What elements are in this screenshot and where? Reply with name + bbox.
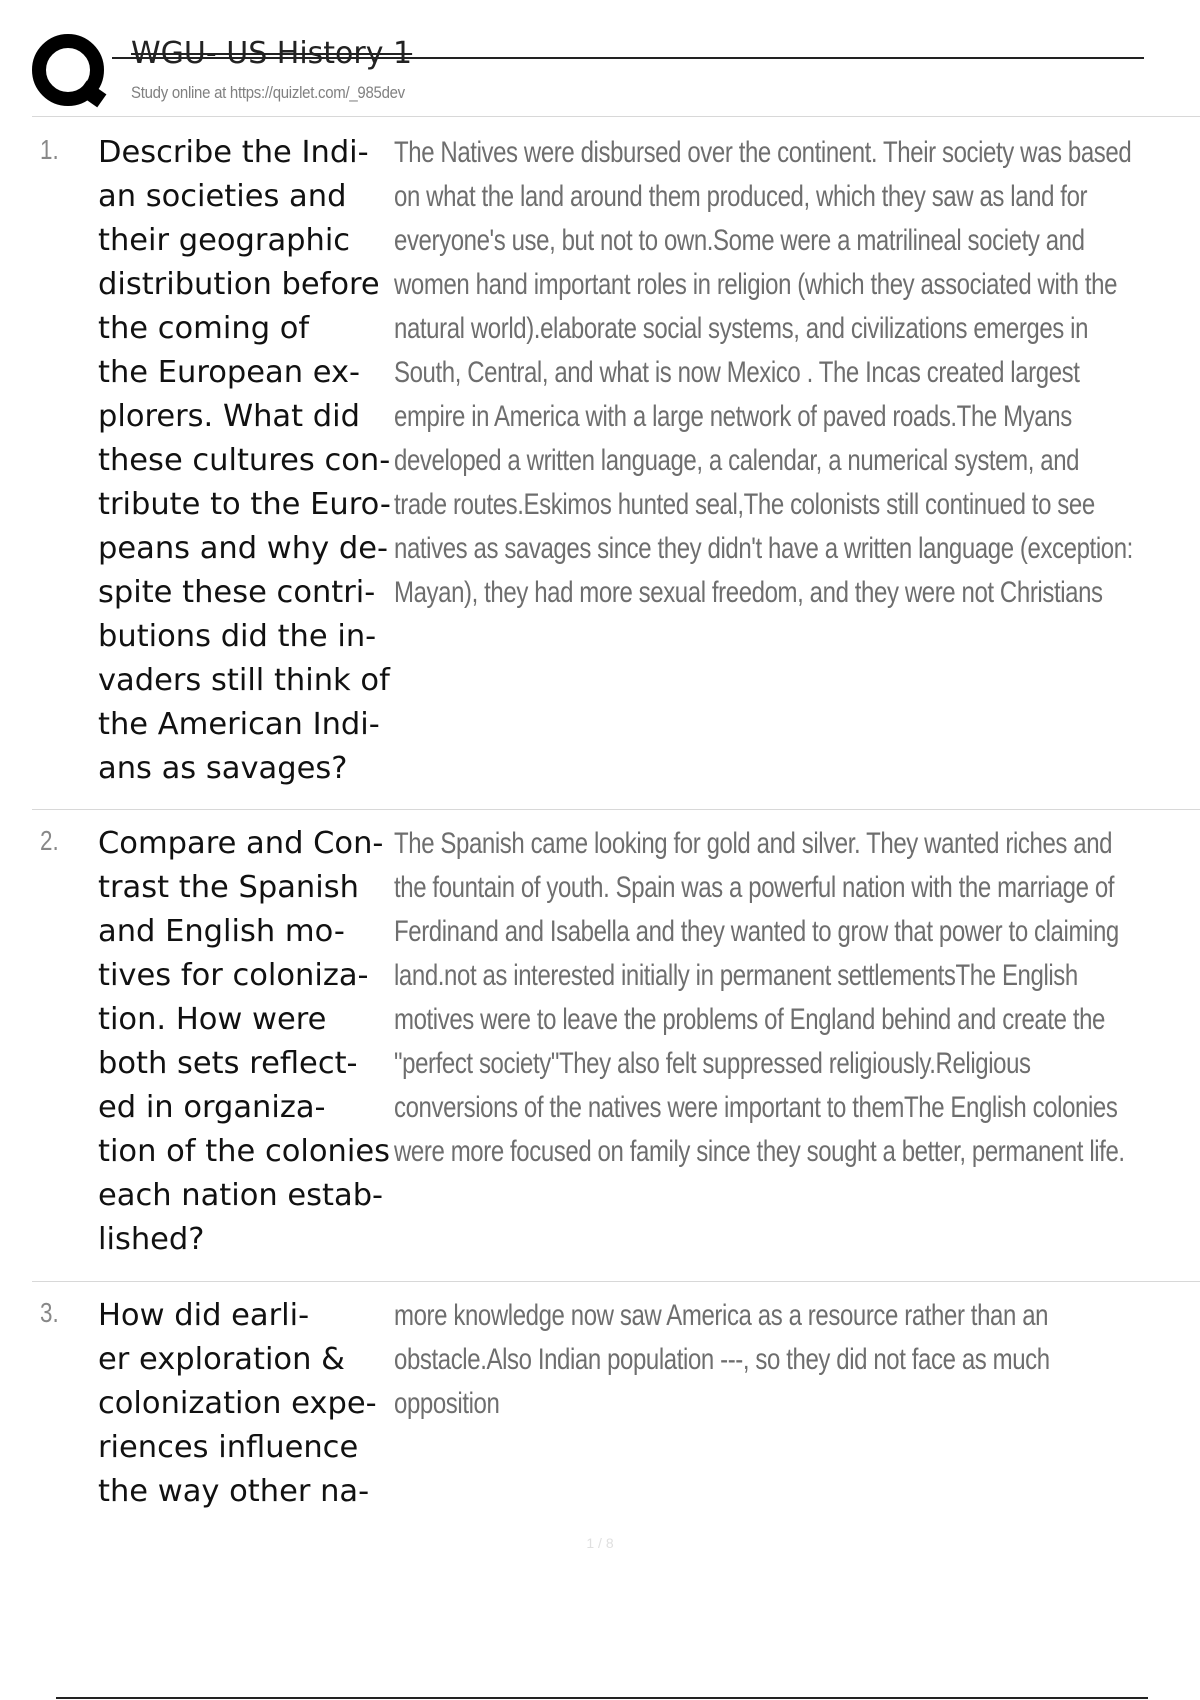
card-definition: more knowledge now saw America as a resource rather than an obstacle.Also Indian population ---, so they did not face as much opposition (394, 1299, 1050, 1420)
quizlet-q-logo-icon (30, 32, 112, 114)
flashcard-3 (32, 1281, 1200, 1521)
title-divider (112, 57, 1144, 59)
flashcard-2 (32, 809, 1200, 1282)
flashcard-1 (32, 118, 1200, 810)
study-online-link-text[interactable]: Study online at https://quizlet.com/_985dev (131, 83, 405, 102)
card-number: 3. (40, 1297, 59, 1328)
card-definition: The Spanish came looking for gold and silver. They wanted riches and the fountain of youth. Spain was a powerful nation with the marriage of Ferdinand and Isabella and they wanted to grow that power to claiming land.not as interested initially in permanent settlementsThe English motives were to leave the problems of England behind and create the "perfect society"They also felt suppressed religiously.Religious conversions of the natives were important to themThe English colonies were more focused on family since they sought a better, permanent life. (394, 827, 1125, 1168)
card-number: 1. (40, 134, 59, 165)
card-term: Describe the Indi- an societies and their geographic distribution before the coming of the European ex- plorers. What did these cultures con- tribute to the Euro- peans and why de- spite these contri- butions did the in- vaders still think of the American Indi- ans as savages? (98, 135, 391, 786)
header-divider (32, 116, 1200, 117)
document-title: WGU- US History 1 (131, 36, 413, 71)
footer-divider (56, 1697, 1148, 1699)
card-term: How did earli- er exploration & colonization expe- riences influence the way other na- (98, 1298, 377, 1509)
page-number: 1 / 8 (586, 1535, 614, 1551)
card-definition: The Natives were disbursed over the continent. Their society was based on what the land around them produced, which they saw as land for everyone's use, but not to own.Some were a matrilineal society and women hand important roles in religion (which they associated with the natural world).elaborate social systems, and civilizations emerges in South, Central, and what is now Mexico . The Incas created largest empire in America with a large network of paved roads.The Myans developed a written language, a calendar, a numerical system, and trade routes.Eskimos hunted seal,The colonists still continued to see natives as savages since they didn't have a written language (exception: Mayan), they had more sexual freedom, and they were not Christians (394, 136, 1133, 609)
card-number: 2. (40, 825, 59, 856)
card-term: Compare and Con- trast the Spanish and English mo- tives for coloniza- tion. How were both sets reflect- ed in organiza- tion of the colonies each nation estab- lished? (98, 826, 390, 1257)
